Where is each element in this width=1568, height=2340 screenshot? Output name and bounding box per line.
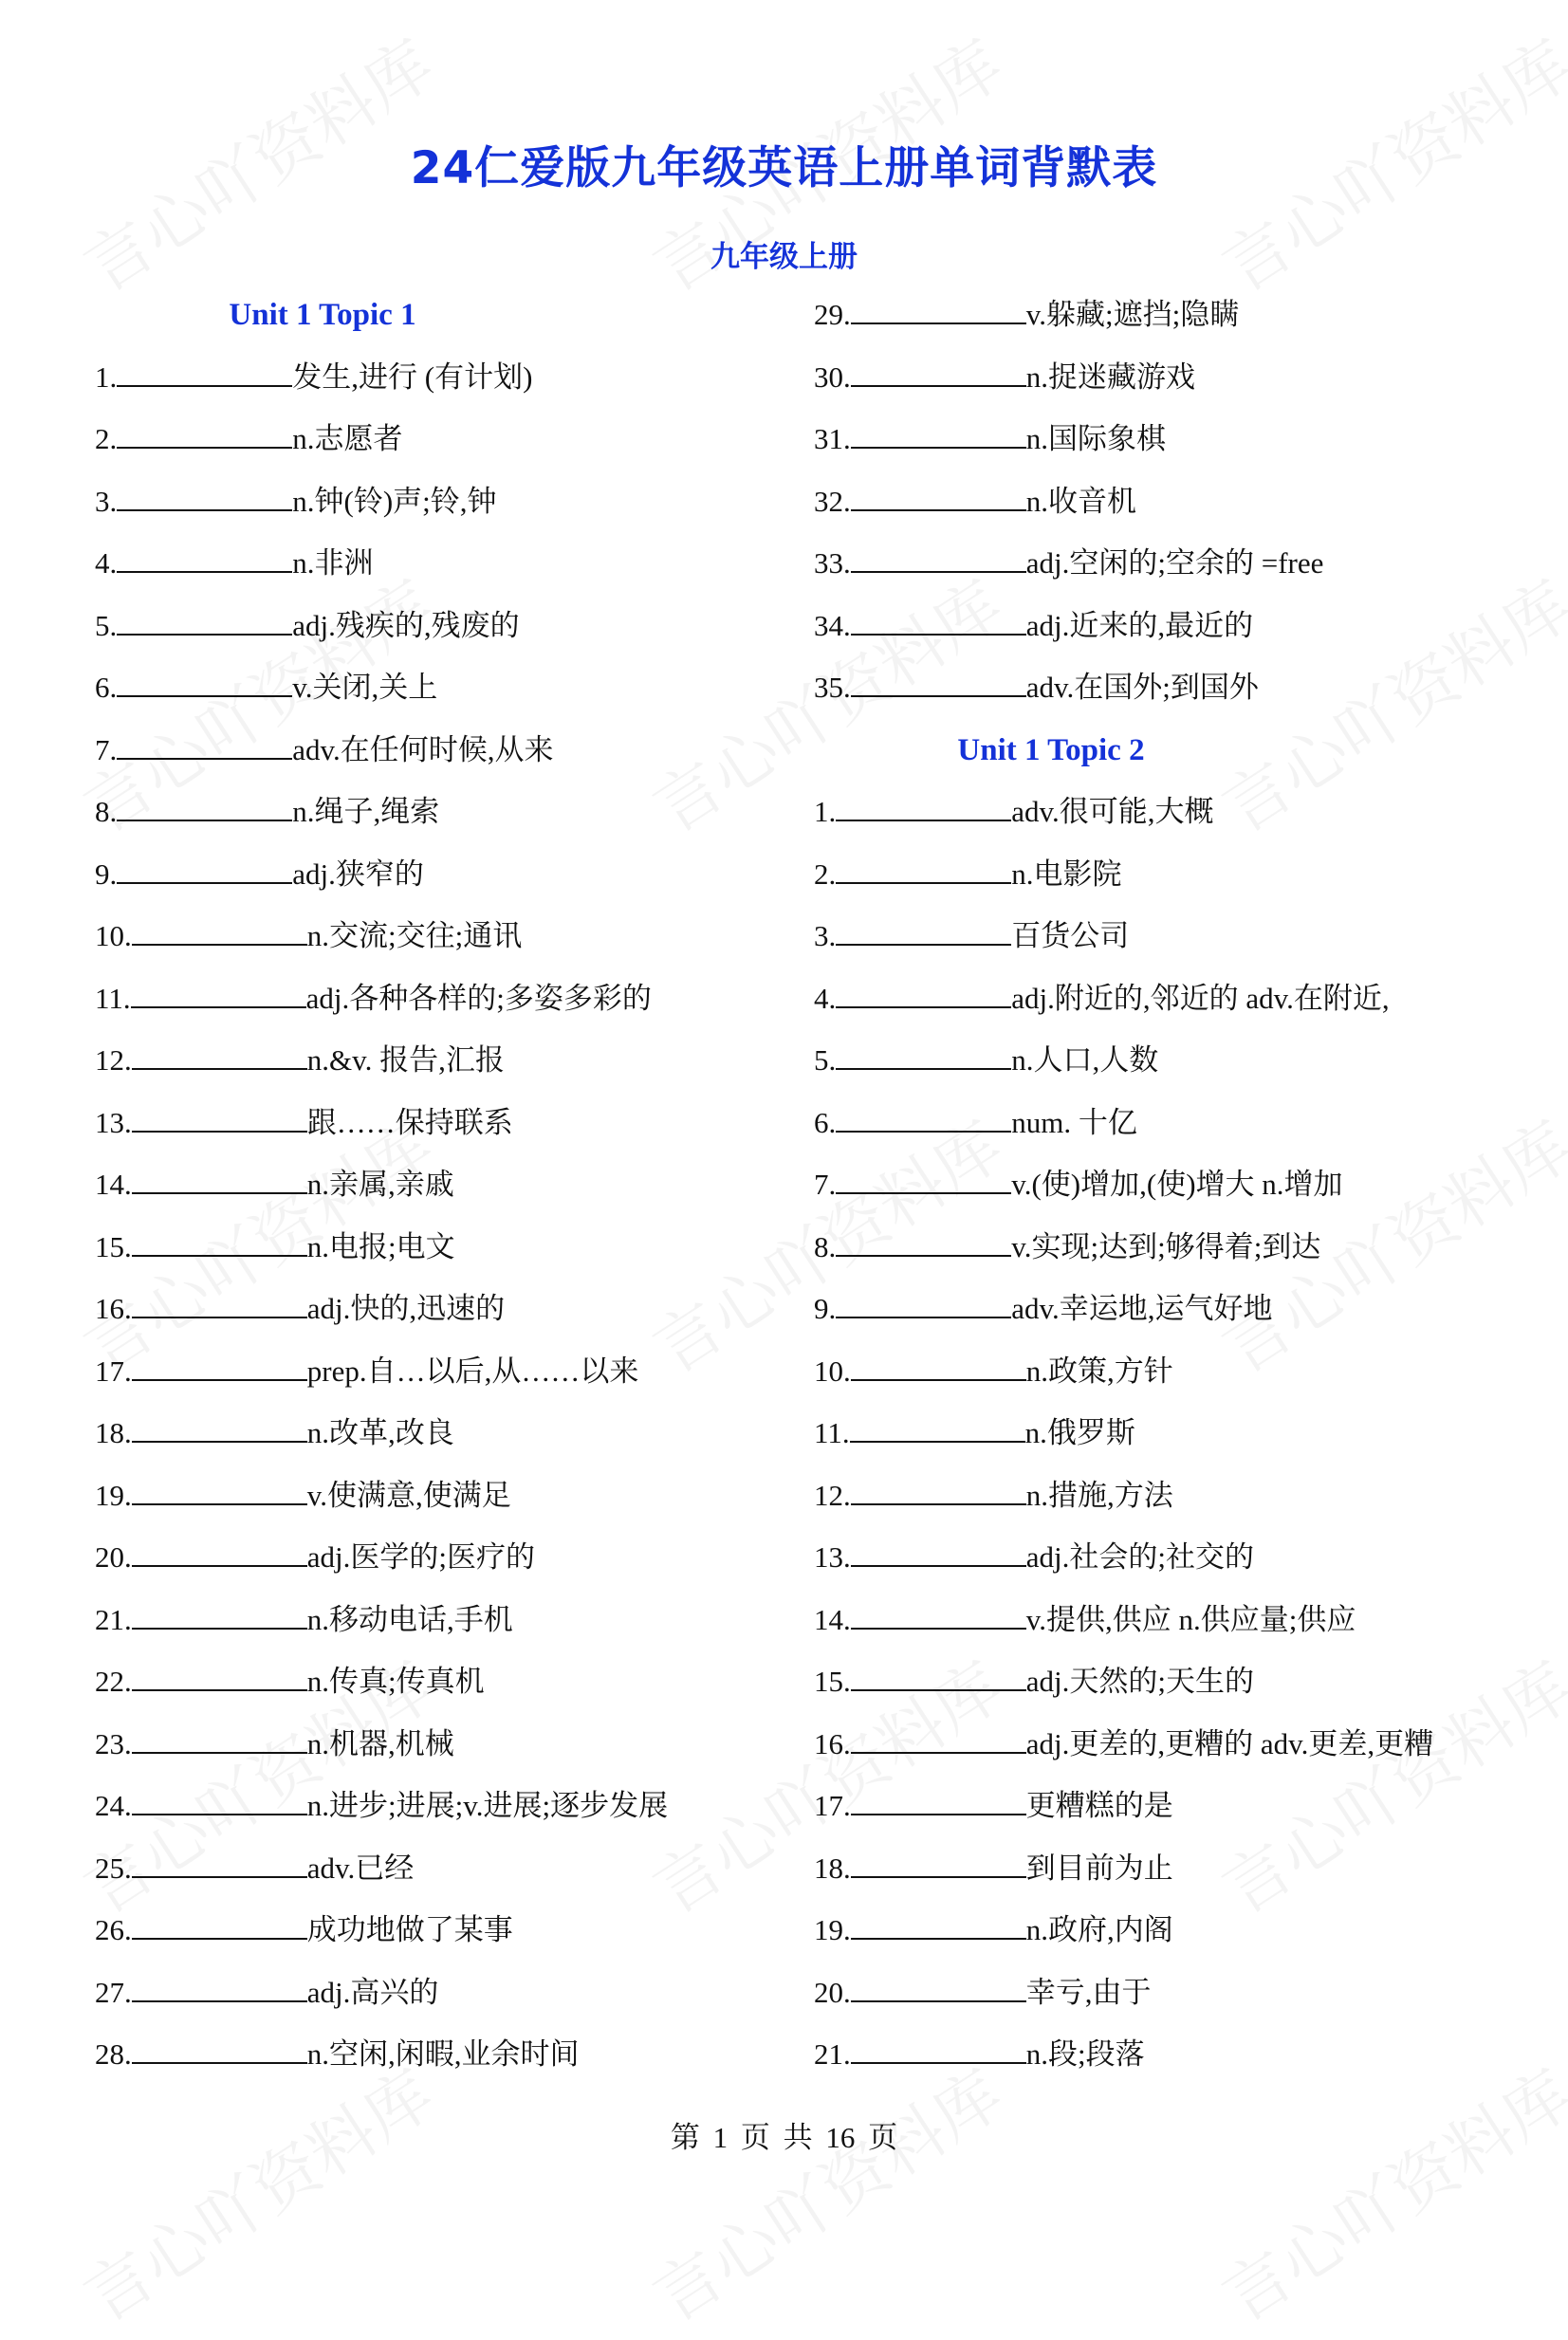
word-meaning: adj.近来的,最近的: [1025, 608, 1254, 642]
vocab-row: [95, 662, 854, 725]
item-number: 20.: [814, 1975, 851, 2009]
vocab-row: [95, 1532, 854, 1594]
word-meaning: adj.各种各样的;多姿多彩的: [305, 981, 652, 1015]
item-number: 34.: [814, 608, 851, 642]
answer-blank[interactable]: [132, 1104, 307, 1133]
item-number: 31.: [814, 422, 851, 455]
vocab-row: [95, 1780, 854, 1843]
answer-blank[interactable]: [851, 1539, 1026, 1567]
word-meaning: n.政府,内阁: [1025, 1913, 1173, 1946]
answer-blank[interactable]: [117, 669, 292, 697]
answer-blank[interactable]: [117, 793, 292, 821]
item-number: 5.: [814, 1043, 837, 1077]
left-column: [95, 289, 854, 2091]
item-number: 15.: [95, 1229, 132, 1263]
item-number: 11.: [814, 1416, 850, 1449]
item-number: 24.: [95, 1789, 132, 1822]
vocab-row: [814, 476, 1568, 539]
item-number: 17.: [95, 1354, 132, 1388]
answer-blank[interactable]: [132, 1166, 307, 1194]
vocab-row: [95, 1656, 854, 1719]
vocab-row: [95, 476, 854, 539]
item-number: 25.: [95, 1851, 132, 1885]
page-footer: 第 1 页 共 16 页: [670, 2121, 898, 2154]
answer-blank[interactable]: [851, 1353, 1026, 1381]
word-meaning: n.措施,方法: [1025, 1478, 1173, 1512]
word-meaning: n.交流;交往;通讯: [306, 919, 523, 952]
section-heading-topic-1: Unit 1 Topic 1: [229, 298, 416, 332]
vocab-row: [95, 725, 854, 787]
answer-blank[interactable]: [851, 607, 1026, 636]
word-meaning: n.志愿者: [292, 422, 403, 455]
vocab-list-topic-1: [95, 352, 854, 2091]
answer-blank[interactable]: [132, 917, 307, 946]
answer-blank[interactable]: [836, 917, 1011, 946]
vocab-row: [95, 1719, 854, 1781]
item-number: 19.: [95, 1478, 132, 1512]
answer-blank[interactable]: [132, 1414, 307, 1443]
item-number: 6.: [814, 1105, 837, 1139]
vocab-row: [814, 786, 1568, 849]
word-meaning: v.提供,供应 n.供应量;供应: [1025, 1602, 1356, 1636]
answer-blank[interactable]: [850, 1414, 1025, 1443]
word-meaning: adv.在国外;到国外: [1025, 671, 1259, 704]
word-meaning: adv.幸运地,运气好地: [1011, 1292, 1273, 1325]
vocab-row: [95, 352, 854, 415]
word-meaning: adv.在任何时候,从来: [292, 732, 554, 766]
vocab-row: [814, 1035, 1568, 1097]
word-meaning: n.段;段落: [1025, 2037, 1145, 2071]
vocab-row: [814, 289, 1568, 352]
answer-blank[interactable]: [851, 1850, 1026, 1878]
answer-blank[interactable]: [851, 420, 1026, 449]
vocab-row: [95, 414, 854, 476]
word-meaning: v.躲藏;遮挡;隐瞒: [1025, 298, 1240, 331]
word-meaning: n.非洲: [292, 546, 374, 580]
word-meaning: n.空闲,闲暇,业余时间: [306, 2037, 580, 2071]
item-number: 12.: [814, 1478, 851, 1512]
item-number: 28.: [95, 2037, 132, 2071]
item-number: 20.: [95, 1540, 132, 1574]
vocab-row: [814, 1656, 1568, 1719]
word-meaning: n.收音机: [1025, 484, 1136, 518]
word-meaning: adj.空闲的;空余的 =free: [1025, 546, 1324, 580]
item-number: 6.: [95, 671, 118, 704]
vocab-row: [814, 1719, 1568, 1781]
word-meaning: adv.很可能,大概: [1011, 795, 1214, 828]
answer-blank[interactable]: [132, 1911, 307, 1940]
right-column: [814, 289, 1568, 2091]
item-number: 26.: [95, 1913, 132, 1946]
word-meaning: adj.残疾的,残废的: [292, 608, 520, 642]
item-number: 17.: [814, 1789, 851, 1822]
vocab-row: [814, 414, 1568, 476]
answer-blank[interactable]: [851, 1601, 1026, 1630]
vocab-row: [814, 1470, 1568, 1533]
vocab-row: [95, 1159, 854, 1222]
answer-blank[interactable]: [117, 856, 292, 884]
word-meaning: n.改革,改良: [306, 1416, 454, 1449]
word-meaning: n.政策,方针: [1025, 1354, 1173, 1388]
word-meaning: 更糟糕的是: [1025, 1789, 1173, 1822]
section-heading-topic-2: Unit 1 Topic 2: [957, 732, 1145, 767]
item-number: 4.: [95, 546, 118, 580]
vocab-row: [814, 1097, 1568, 1160]
vocab-row: [95, 1843, 854, 1906]
vocab-row: [95, 1905, 854, 1967]
page-subtitle: 九年级上册: [710, 240, 858, 274]
item-number: 21.: [95, 1602, 132, 1636]
vocab-row: [814, 1532, 1568, 1594]
item-number: 15.: [814, 1665, 851, 1698]
word-meaning: adj.狭窄的: [292, 857, 424, 891]
item-number: 33.: [814, 546, 851, 580]
word-meaning: v.实现;达到;够得着;到达: [1011, 1229, 1321, 1263]
answer-blank[interactable]: [131, 980, 306, 1008]
vocab-row: [814, 1967, 1568, 2030]
item-number: 29.: [814, 298, 851, 331]
item-number: 18.: [95, 1416, 132, 1449]
answer-blank[interactable]: [132, 1725, 307, 1754]
item-number: 4.: [814, 981, 837, 1015]
item-number: 27.: [95, 1975, 132, 2009]
word-meaning: n.人口,人数: [1011, 1043, 1159, 1077]
item-number: 8.: [95, 795, 118, 828]
answer-blank[interactable]: [836, 1041, 1011, 1070]
answer-blank[interactable]: [132, 1477, 307, 1505]
word-meaning: 成功地做了某事: [306, 1913, 513, 1946]
answer-blank[interactable]: [132, 1353, 307, 1381]
word-meaning: n.移动电话,手机: [306, 1602, 513, 1636]
vocab-row: [95, 1035, 854, 1097]
vocab-row: [814, 1159, 1568, 1222]
answer-blank[interactable]: [851, 669, 1026, 697]
answer-blank[interactable]: [117, 544, 292, 573]
vocab-row: [814, 538, 1568, 600]
word-meaning: adj.医学的;医疗的: [306, 1540, 535, 1574]
vocab-list-topic-1-continued: [814, 289, 1568, 725]
answer-blank[interactable]: [132, 1787, 307, 1815]
vocab-row: [814, 1780, 1568, 1843]
answer-blank[interactable]: [836, 1166, 1011, 1194]
vocab-row: [814, 1905, 1568, 1967]
item-number: 12.: [95, 1043, 132, 1077]
item-number: 13.: [814, 1540, 851, 1574]
answer-blank[interactable]: [836, 1228, 1011, 1257]
vocab-row: [95, 600, 854, 663]
answer-blank[interactable]: [836, 980, 1011, 1008]
item-number: 19.: [814, 1913, 851, 1946]
answer-blank[interactable]: [851, 544, 1026, 573]
vocab-row: [95, 1408, 854, 1470]
answer-blank[interactable]: [117, 420, 292, 449]
vocab-row: [95, 1097, 854, 1160]
word-meaning: 幸亏,由于: [1025, 1975, 1152, 2009]
word-meaning: adj.社会的;社交的: [1025, 1540, 1254, 1574]
item-number: 1.: [814, 795, 837, 828]
answer-blank[interactable]: [132, 1041, 307, 1070]
word-meaning: 发生,进行 (有计划): [292, 359, 533, 394]
item-number: 10.: [814, 1354, 851, 1388]
vocab-list-topic-2: [814, 786, 1568, 2091]
vocab-row: [814, 1283, 1568, 1346]
answer-blank[interactable]: [132, 1228, 307, 1257]
vocab-row: [814, 1408, 1568, 1470]
vocab-row: [95, 1967, 854, 2030]
item-number: 18.: [814, 1851, 851, 1885]
item-number: 3.: [814, 919, 837, 952]
answer-blank[interactable]: [851, 1974, 1026, 2002]
answer-blank[interactable]: [836, 1290, 1011, 1318]
word-meaning: prep.自…以后,从……以来: [306, 1354, 639, 1388]
item-number: 23.: [95, 1726, 132, 1760]
answer-blank[interactable]: [836, 856, 1011, 884]
item-number: 30.: [814, 359, 851, 394]
answer-blank[interactable]: [117, 731, 292, 760]
word-meaning: adj.更差的,更糟的 adv.更差,更糟: [1025, 1726, 1434, 1760]
word-meaning: v.使满意,使满足: [306, 1478, 511, 1512]
vocab-row: [95, 2029, 854, 2091]
vocab-row: [814, 2029, 1568, 2091]
item-number: 14.: [814, 1602, 851, 1636]
answer-blank[interactable]: [132, 2036, 307, 2064]
vocab-row: [814, 1346, 1568, 1409]
vocab-row: [95, 911, 854, 973]
word-meaning: v.关闭,关上: [292, 671, 438, 704]
item-number: 2.: [814, 857, 837, 891]
word-meaning: v.(使)增加,(使)增大 n.增加: [1011, 1168, 1343, 1201]
item-number: 5.: [95, 608, 118, 642]
word-meaning: 百货公司: [1011, 919, 1130, 952]
item-number: 35.: [814, 671, 851, 704]
vocab-row: [814, 1222, 1568, 1284]
word-meaning: n.绳子,绳索: [292, 795, 440, 828]
answer-blank[interactable]: [851, 296, 1026, 324]
vocab-row: [95, 1594, 854, 1657]
word-meaning: n.俄罗斯: [1024, 1416, 1135, 1449]
item-number: 11.: [95, 981, 131, 1015]
item-number: 8.: [814, 1229, 837, 1263]
vocab-row: [95, 1222, 854, 1284]
answer-blank[interactable]: [836, 793, 1011, 821]
item-number: 21.: [814, 2037, 851, 2071]
item-number: 9.: [95, 857, 118, 891]
word-meaning: 跟……保持联系: [306, 1105, 513, 1139]
word-meaning: adj.高兴的: [306, 1975, 439, 2009]
answer-blank[interactable]: [132, 1974, 307, 2002]
answer-blank[interactable]: [851, 1663, 1026, 1691]
answer-blank[interactable]: [117, 607, 292, 636]
item-number: 16.: [95, 1292, 132, 1325]
item-number: 1.: [95, 359, 118, 394]
item-number: 10.: [95, 919, 132, 952]
word-meaning: n.国际象棋: [1025, 422, 1166, 455]
word-meaning: adv.已经: [306, 1851, 415, 1885]
item-number: 9.: [814, 1292, 837, 1325]
word-meaning: n.机器,机械: [306, 1726, 454, 1760]
item-number: 32.: [814, 484, 851, 518]
word-meaning: num. 十亿: [1011, 1105, 1137, 1139]
page-title: 24仁爱版九年级英语上册单词背默表: [410, 142, 1158, 194]
item-number: 16.: [814, 1726, 851, 1760]
answer-blank[interactable]: [132, 1601, 307, 1630]
item-number: 14.: [95, 1168, 132, 1201]
answer-blank[interactable]: [851, 1477, 1026, 1505]
item-number: 22.: [95, 1665, 132, 1698]
vocab-row: [814, 1843, 1568, 1906]
vocab-row: [95, 1470, 854, 1533]
word-meaning: n.电影院: [1011, 857, 1122, 891]
word-meaning: n.亲属,亲戚: [306, 1168, 454, 1201]
word-meaning: adj.快的,迅速的: [306, 1292, 506, 1325]
vocab-row: [814, 1594, 1568, 1657]
answer-blank[interactable]: [117, 483, 292, 511]
answer-blank[interactable]: [851, 1725, 1026, 1754]
answer-blank[interactable]: [132, 1539, 307, 1567]
word-meaning: n.进步;进展;v.进展;逐步发展: [306, 1789, 669, 1822]
vocab-row: [814, 600, 1568, 663]
item-number: 3.: [95, 484, 118, 518]
vocab-row: [95, 849, 854, 912]
answer-blank[interactable]: [851, 359, 1026, 387]
item-number: 13.: [95, 1105, 132, 1139]
word-meaning: 到目前为止: [1025, 1851, 1173, 1885]
item-number: 2.: [95, 422, 118, 455]
answer-blank[interactable]: [851, 483, 1026, 511]
vocab-row: [814, 662, 1568, 725]
answer-blank[interactable]: [851, 1911, 1026, 1940]
word-meaning: n.传真;传真机: [306, 1665, 485, 1698]
vocab-row: [95, 786, 854, 849]
word-meaning: adj.天然的;天生的: [1025, 1665, 1254, 1698]
word-meaning: n.捉迷藏游戏: [1025, 359, 1195, 394]
answer-blank[interactable]: [836, 1104, 1011, 1133]
vocab-row: [95, 538, 854, 600]
vocab-row: [814, 911, 1568, 973]
vocab-row: [95, 973, 854, 1036]
item-number: 7.: [95, 732, 118, 766]
answer-blank[interactable]: [117, 359, 292, 387]
word-meaning: n.电报;电文: [306, 1229, 455, 1263]
vocab-row: [814, 849, 1568, 912]
answer-blank[interactable]: [132, 1850, 307, 1878]
answer-blank[interactable]: [132, 1290, 307, 1318]
item-number: 7.: [814, 1168, 837, 1201]
answer-blank[interactable]: [851, 1787, 1026, 1815]
word-meaning: n.钟(铃)声;铃,钟: [292, 484, 497, 518]
vocab-row: [95, 1346, 854, 1409]
answer-blank[interactable]: [132, 1663, 307, 1691]
vocab-row: [814, 352, 1568, 415]
vocab-row: [95, 1283, 854, 1346]
word-meaning: adj.附近的,邻近的 adv.在附近,: [1011, 981, 1390, 1015]
word-meaning: n.&v. 报告,汇报: [306, 1043, 505, 1077]
answer-blank[interactable]: [851, 2036, 1026, 2064]
vocab-row: [814, 973, 1568, 1036]
